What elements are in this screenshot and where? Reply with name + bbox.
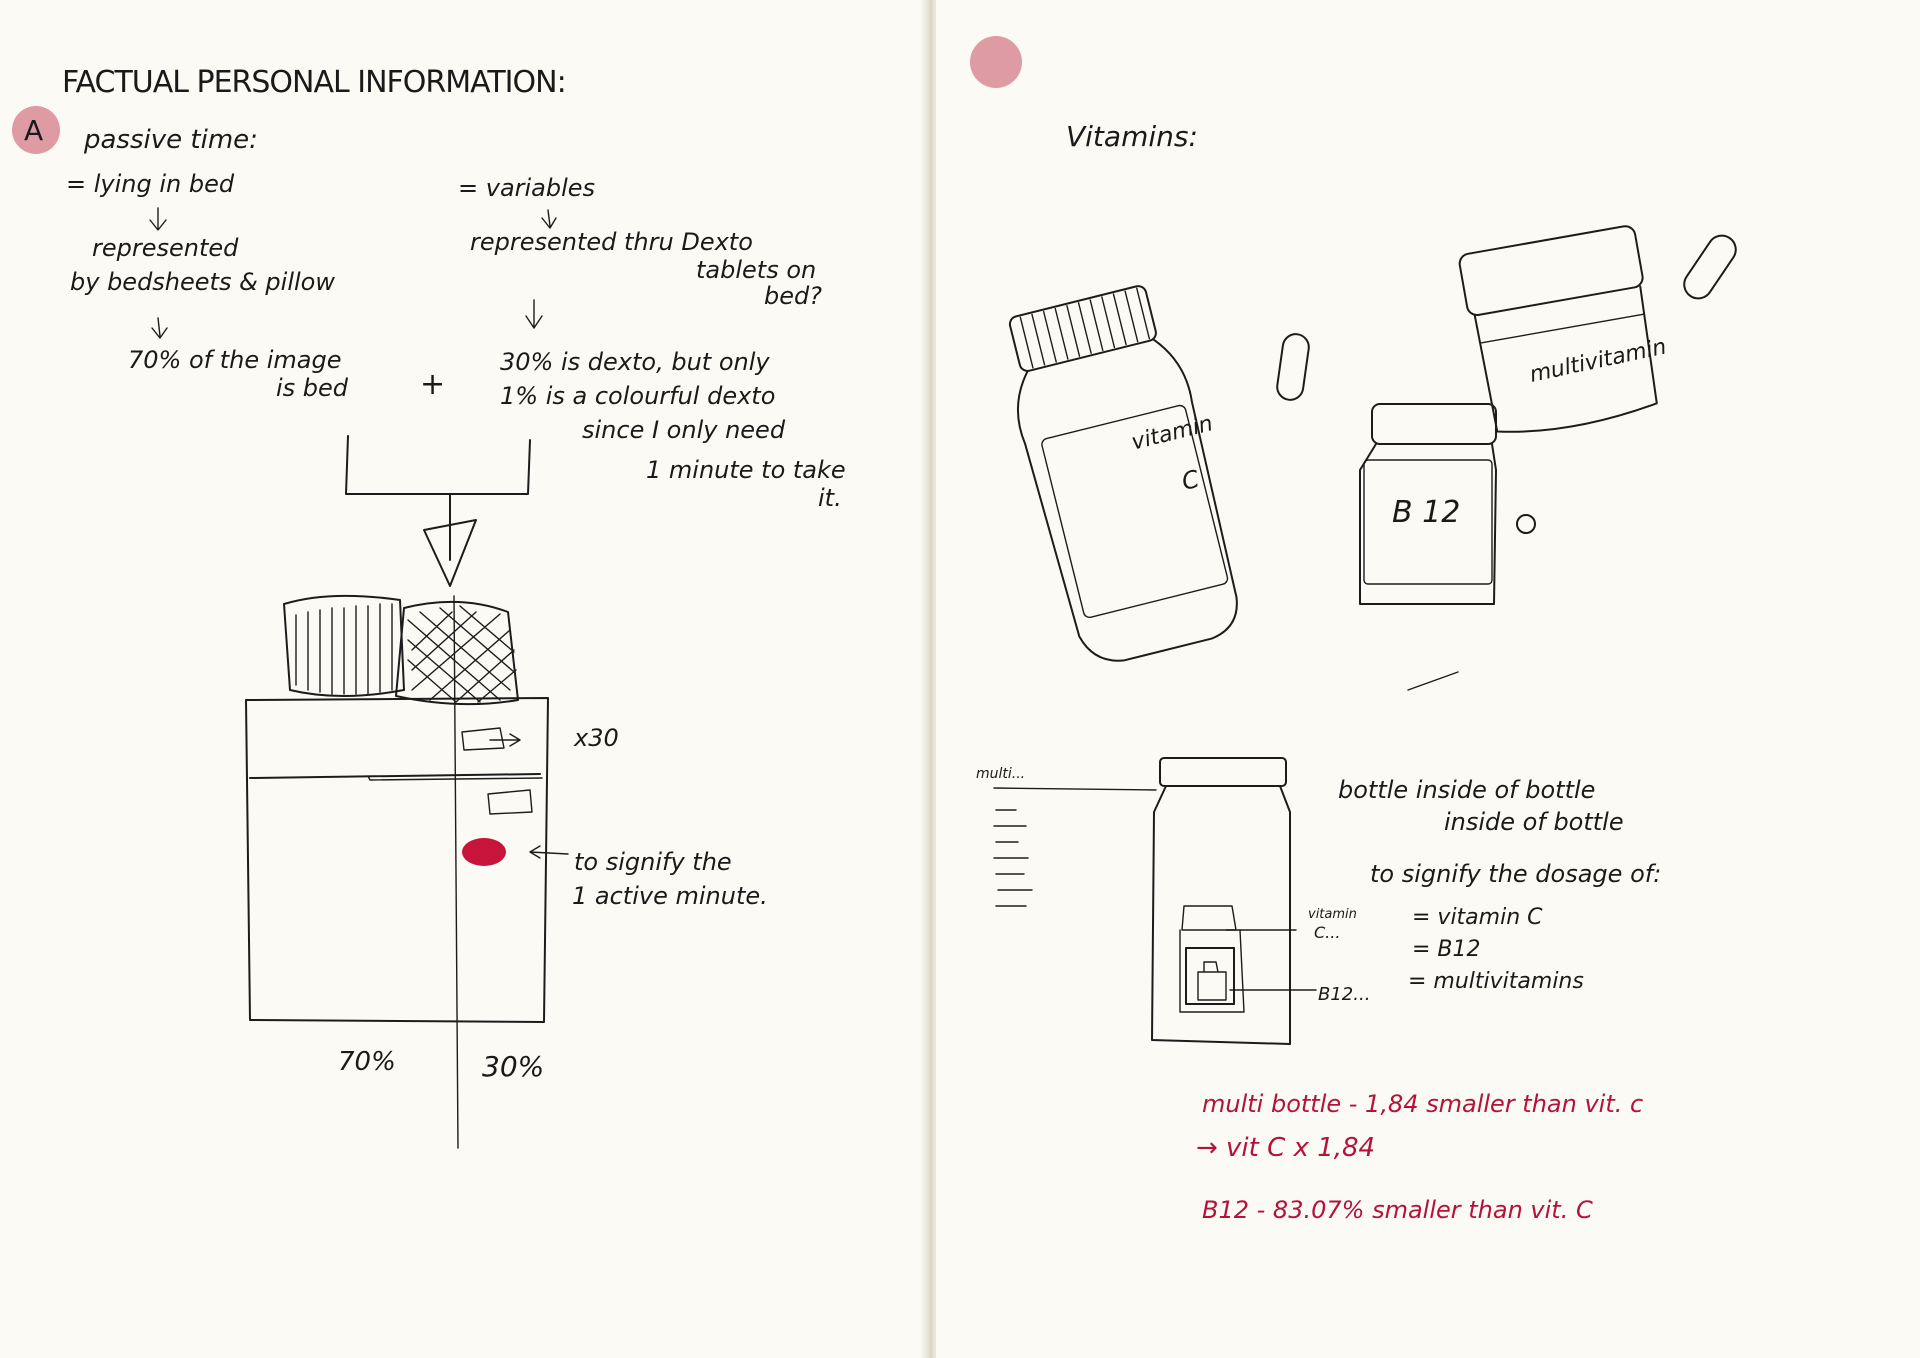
list-3: = multivitamins [1408,969,1584,994]
red-note-1: multi bottle - 1,84 smaller than vit. c [1202,1090,1644,1118]
annot-signify-2: 1 active minute. [572,882,768,910]
col1-result2: is bed [276,374,349,402]
red-tablet-icon [462,838,506,866]
tablet-icon [462,728,504,750]
arrow-left-icon [490,734,520,746]
desc-2: inside of bottle [1444,808,1624,836]
arrow-down-icon [152,318,167,338]
b12-label: B 12 [1392,495,1461,530]
col2-line4: bed? [764,282,822,310]
col1-line3: by bedsheets & pillow [70,268,335,296]
col2-result1: 30% is dexto, but only [500,348,770,376]
col1-line1: = lying in bed [66,170,235,198]
arrow-left-icon [530,846,568,858]
page-title: FACTUAL PERSONAL INFORMATION: [62,65,566,100]
merge-bracket [346,436,530,494]
red-note-2: → vit C x 1,84 [1196,1133,1376,1163]
split-line [454,596,458,1148]
pct-70: 70% [338,1047,396,1077]
col1-result1: 70% of the image [128,346,342,374]
pillow-right-icon [396,602,518,704]
col2-result3: since I only need [582,416,786,444]
tablet-icon [488,790,532,814]
pct-30: 30% [482,1050,545,1083]
marker-circle [970,36,1022,88]
desc-3: to signify the dosage of: [1370,860,1662,888]
vitamin-c-bottle-icon [994,280,1250,671]
col2-line3: tablets on [696,256,817,284]
callout-vitc-2: C... [1314,923,1341,942]
callout-multi: multi... [976,766,1026,782]
pillow-left-icon [284,596,404,696]
callout-b12: B12... [1318,984,1371,1005]
arrow-down-icon [542,210,556,228]
plus-sign: + [420,367,446,402]
vitamin-c-label: vitamin [1129,411,1216,456]
list-1: = vitamin C [1412,905,1543,930]
capsule-icon [1276,333,1311,402]
page-title: Vitamins: [1066,120,1198,153]
vitamin-c-letter: C [1178,464,1202,497]
left-page-drawings [0,0,926,1358]
right-page [936,0,1920,1358]
marker-letter: A [24,114,44,147]
tablet-icon [1517,515,1535,533]
callout-vitc-1: vitamin [1308,907,1357,922]
capsule-icon [1679,230,1741,304]
arrow-down-icon [526,300,542,328]
arrow-down-icon [150,208,166,230]
list-2: = B12 [1412,937,1481,962]
col2-result2: 1% is a colourful dexto [500,382,776,410]
multivitamin-jar-icon [1458,225,1666,441]
annot-x30: x30 [574,724,619,752]
col2-line1: = variables [458,174,596,202]
col2-result5: it. [818,484,842,512]
left-page [0,0,926,1358]
right-page-drawings [936,0,1920,1358]
nested-bottle-diagram [994,758,1316,1044]
col2-result4: 1 minute to take [646,456,846,484]
red-note-3: B12 - 83.07% smaller than vit. C [1202,1196,1593,1224]
subtitle: passive time: [84,125,258,155]
col1-line2: represented [92,234,239,262]
stray-mark [1408,672,1458,690]
multivitamin-label: multivitamin [1527,334,1669,388]
annot-signify-1: to signify the [574,848,732,876]
col2-line2: represented thru Dexto [470,228,753,256]
desc-1: bottle inside of bottle [1338,776,1596,804]
